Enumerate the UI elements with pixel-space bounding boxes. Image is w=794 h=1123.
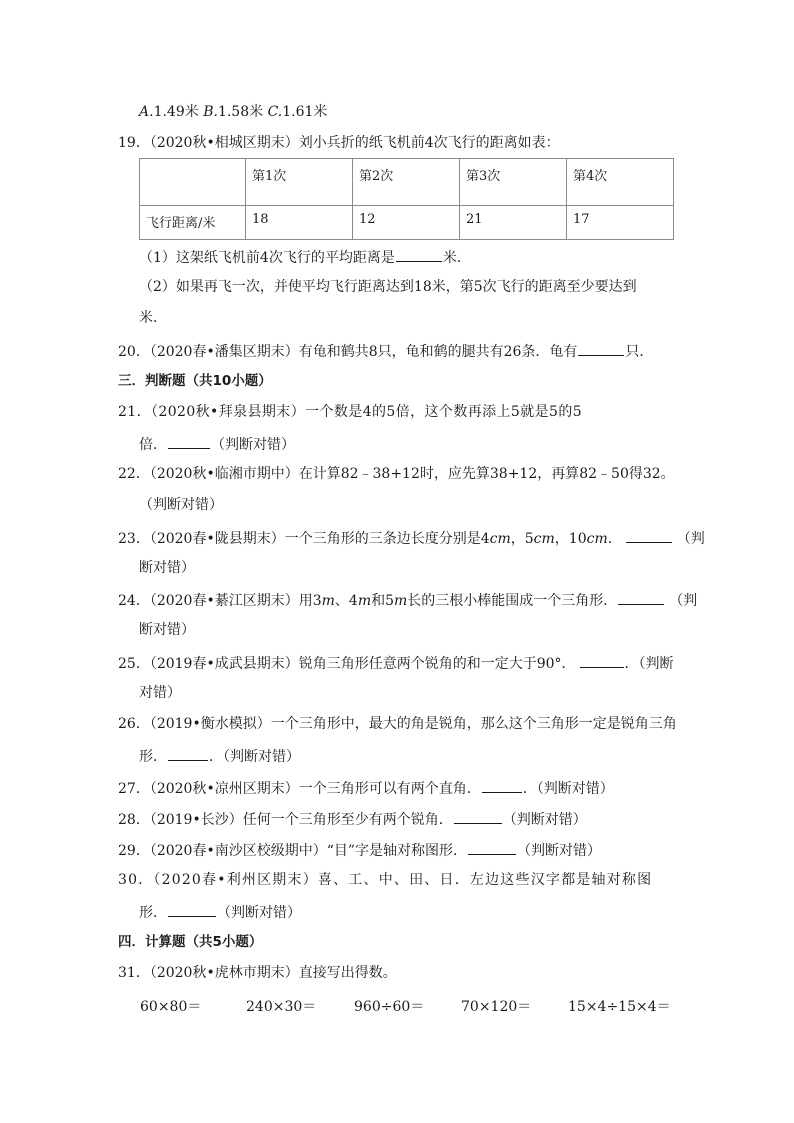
q19-sub1-text: （1）这架纸飞机前4次飞行的平均距离是 (139, 250, 395, 266)
table-cell: 18 (246, 206, 353, 240)
table-corner-cell (140, 159, 246, 206)
answer-blank[interactable] (468, 839, 516, 855)
q25-line1 (118, 652, 674, 674)
calc-item: 240×30＝ (246, 999, 317, 1015)
table-header-row (140, 159, 674, 206)
answer-blank[interactable] (168, 433, 210, 449)
calc-item: 960÷60＝ (354, 999, 425, 1015)
q20-unit: 只． (625, 344, 654, 360)
q21-hint: （判断对错） (211, 437, 295, 453)
table-header-3: 第3次 (460, 159, 567, 206)
calc-item: 15×4÷15×4＝ (568, 999, 671, 1015)
option-b-value: 1.58米 (217, 104, 268, 120)
q26-hint: ．（判断对错） (209, 749, 300, 765)
q27 (118, 777, 614, 799)
calc-item: 70×120＝ (461, 999, 532, 1015)
q26-line2 (139, 745, 300, 767)
q20-text: 20．（2020春•潘集区期末）有龟和鹤共8只，龟和鹤的腿共有26条．龟有 (118, 344, 578, 360)
q27-hint: ．（判断对错） (522, 781, 614, 797)
answer-blank[interactable] (618, 589, 664, 605)
q31-stem: 31．（2020秋•虎林市期末）直接写出得数。 (118, 965, 397, 981)
q28-text: 28．（2019•长沙）任何一个三角形至少有两个锐角． (118, 812, 453, 828)
q25-hint: ．（判断 (624, 656, 674, 672)
q19-sub2-line2 (139, 308, 167, 328)
option-a-letter: A. (139, 104, 154, 120)
table-row (140, 206, 674, 240)
q25-line2: 对错） (139, 685, 181, 701)
q22-line2: （判断对错） (139, 497, 223, 513)
option-c-letter: C. (267, 104, 283, 120)
section-4-title: 四．计算题（共5小题） (118, 934, 263, 950)
q22-line1: 22．（2020秋•临湘市期中）在计算82﹣38+12时，应先算38+12，再算82﹣50得32。 (118, 466, 675, 482)
answer-blank[interactable] (578, 340, 624, 356)
q21-text: 倍． (139, 437, 167, 453)
table-row-label: 飞行距离/米 (140, 206, 246, 240)
unit-cm: cm (533, 531, 555, 547)
q23-text: ，5 (510, 531, 534, 547)
q24-text: 长的三根小棒能围成一个三角形． (407, 593, 618, 609)
table-cell: 21 (460, 206, 567, 240)
q28-hint: （判断对错） (502, 812, 587, 828)
q19-sub2-line1: （2）如果再飞一次，并使平均飞行距离达到18米，第5次飞行的距离至少要达到 (139, 279, 637, 295)
q30-line1: 30．（2020春•利州区期末）喜、工、中、田、日．左边这些汉字都是轴对称图 (118, 872, 653, 888)
answer-blank[interactable] (482, 777, 522, 793)
q29 (118, 839, 601, 861)
q29-hint: （判断对错） (517, 843, 602, 859)
unit-m: m (357, 593, 372, 609)
table-header-1: 第1次 (246, 159, 353, 206)
section-3-title: 三．判断题（共10小题） (118, 373, 272, 389)
answer-blank[interactable] (626, 527, 672, 543)
q26-line1: 26．（2019•衡水模拟）一个三角形中，最大的角是锐角，那么这个三角形一定是锐角三角 (118, 716, 677, 732)
q24-text: 24．（2020春•綦江区期末）用3 (118, 593, 322, 609)
q30-line2 (139, 901, 301, 923)
calc-item: 60×80＝ (140, 999, 202, 1015)
q23-line2: 断对错） (139, 560, 195, 576)
q30-text: 形． (139, 905, 167, 921)
q21-line1: 21．（2020秋•拜泉县期末）一个数是4的5倍，这个数再添上5就是5的5 (118, 404, 583, 420)
option-a-value: 1.49米 (153, 104, 204, 120)
unit-m: m (394, 593, 408, 609)
q29-text: 29．（2020春•南沙区校级期中）“目”字是轴对称图形． (118, 843, 468, 859)
q23-hint: （判 (676, 531, 705, 547)
option-c-value: 1.61米 (282, 104, 328, 120)
table-header-2: 第2次 (353, 159, 460, 206)
table-cell: 12 (353, 206, 460, 240)
unit-cm: cm (586, 531, 608, 547)
answer-blank[interactable] (454, 808, 502, 824)
q24-text: 和5 (371, 593, 395, 609)
q25-text: 25．（2019春•成武县期末）锐角三角形任意两个锐角的和一定大于90°． (118, 656, 576, 672)
q30-hint: （判断对错） (217, 905, 301, 921)
q23-text: 23．（2020春•陇县期末）一个三角形的三条边长度分别是4 (118, 531, 490, 547)
q23-text: ． (607, 531, 622, 547)
answer-blank[interactable] (580, 652, 624, 668)
q23-text: ，10 (554, 531, 587, 547)
q27-text: 27．（2020秋•凉州区期末）一个三角形可以有两个直角． (118, 781, 481, 797)
q24-text: 、4 (334, 593, 358, 609)
unit-m: m (321, 593, 335, 609)
answer-blank[interactable] (168, 745, 208, 761)
q19-sub1-unit: 米． (442, 250, 471, 266)
q18-options (139, 102, 327, 122)
distance-table (139, 158, 674, 240)
answer-blank[interactable] (168, 901, 216, 917)
q20 (118, 340, 653, 362)
unit-cm: cm (489, 531, 511, 547)
q21-line2 (139, 433, 295, 455)
table-cell: 17 (567, 206, 674, 240)
q19-sub1 (139, 246, 471, 268)
q28 (118, 808, 587, 830)
q24-line2: 断对错） (139, 622, 195, 638)
q24-hint: （判 (669, 593, 698, 609)
q19-stem: 19．（2020秋•相城区期末）刘小兵折的纸飞机前4次飞行的距离如表： (118, 135, 560, 151)
answer-blank[interactable] (396, 246, 442, 262)
option-b-letter: B. (203, 104, 218, 120)
q19-sub2-unit: 米． (139, 310, 167, 326)
q24-line1 (118, 589, 697, 611)
q26-text: 形． (139, 749, 167, 765)
q23-line1 (118, 527, 705, 549)
table-header-4: 第4次 (567, 159, 674, 206)
